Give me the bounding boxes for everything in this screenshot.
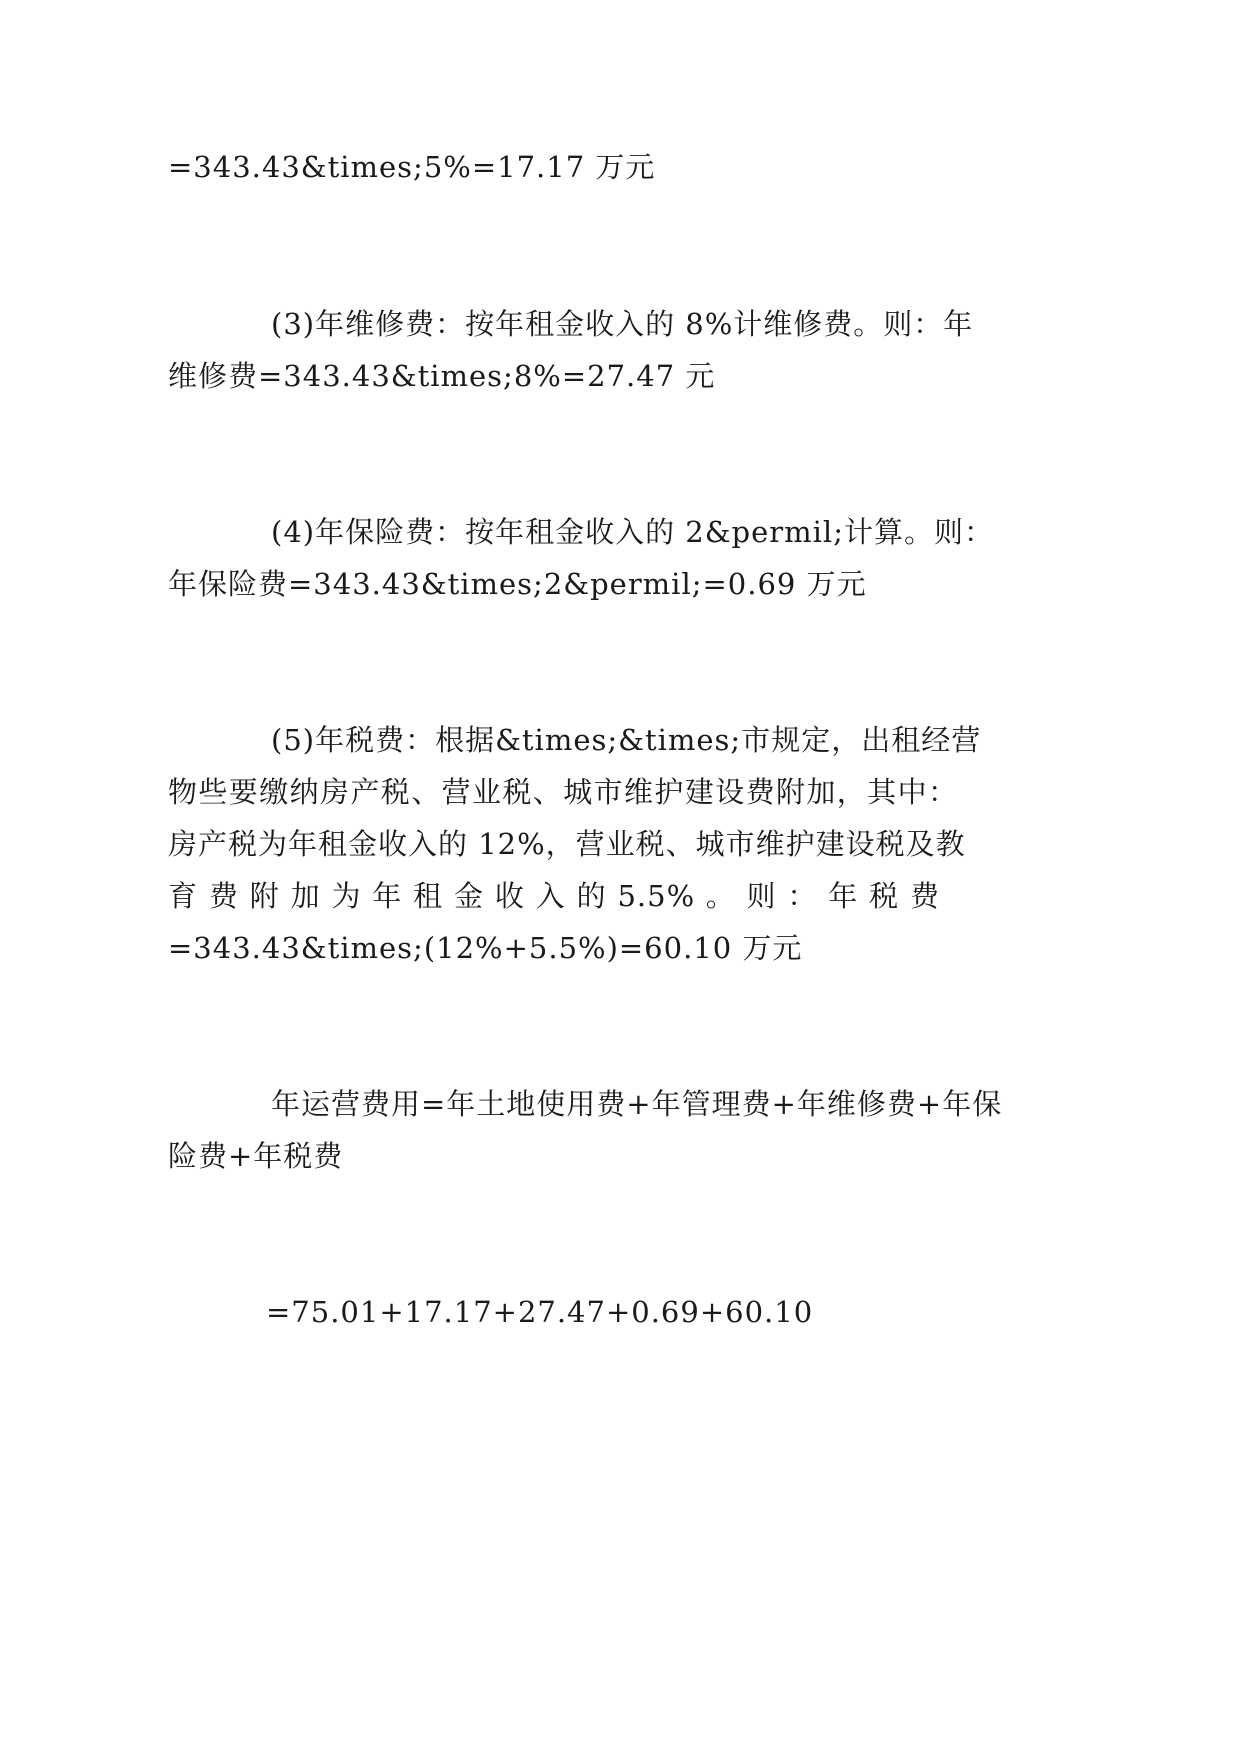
insurance-fee-line-1: (4)年保险费：按年租金收入的 2&permil;计算。则：: [271, 515, 994, 549]
tax-fee-line-5: =343.43&times;(12%+5.5%)=60.10 万元: [168, 931, 803, 965]
operating-cost-sum-line: =75.01+17.17+27.47+0.69+60.10: [266, 1295, 814, 1329]
tax-fee-line-3: 房产税为年租金收入的 12%，营业税、城市维护建设税及教: [168, 827, 966, 861]
operating-cost-line-2: 险费+年税费: [168, 1139, 344, 1173]
tax-fee-line-1: (5)年税费：根据&times;&times;市规定，出租经营: [271, 723, 982, 757]
tax-fee-line-2: 物些要缴纳房产税、营业税、城市维护建设费附加，其中：: [168, 775, 958, 809]
repair-fee-line-2: 维修费=343.43&times;8%=27.47 元: [168, 359, 716, 393]
repair-fee-line-1: (3)年维修费：按年租金收入的 8%计维修费。则：年: [271, 307, 974, 341]
operating-cost-line-1: 年运营费用=年土地使用费+年管理费+年维修费+年保: [271, 1087, 1003, 1121]
tax-fee-line-4: 育 费 附 加 为 年 租 金 收 入 的 5.5% 。 则 ： 年 税 费: [168, 879, 940, 913]
management-fee-result-line: =343.43&times;5%=17.17 万元: [168, 150, 656, 184]
insurance-fee-line-2: 年保险费=343.43&times;2&permil;=0.69 万元: [168, 567, 867, 601]
